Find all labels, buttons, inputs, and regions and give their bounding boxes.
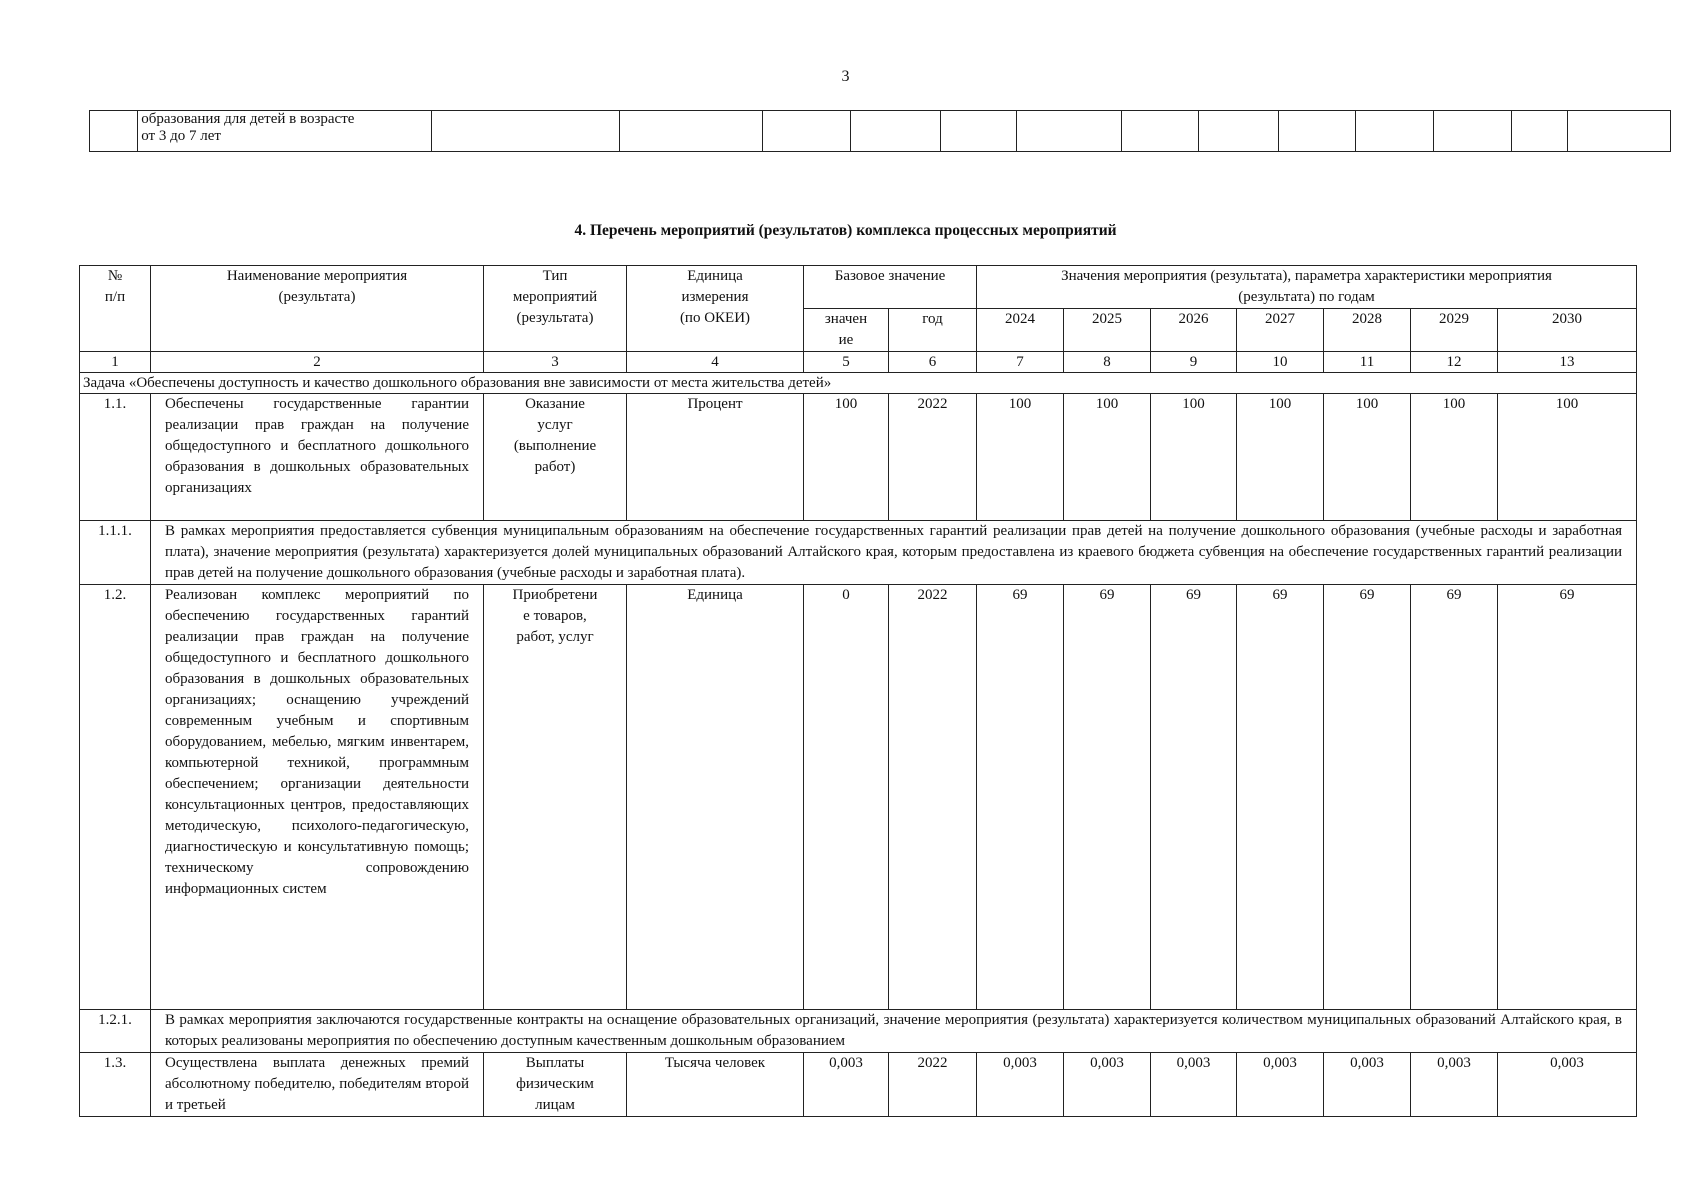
column-number: 9 — [1151, 352, 1237, 373]
column-number: 13 — [1498, 352, 1637, 373]
row-value-2027: 69 — [1237, 585, 1324, 1010]
column-number: 4 — [627, 352, 804, 373]
description-row — [80, 521, 1637, 585]
column-number: 8 — [1064, 352, 1151, 373]
row-num: 1.1.1. — [80, 521, 151, 585]
header-year-2028: 2028 — [1324, 309, 1411, 352]
row-name: Обеспечены государственные гарантии реализации прав граждан на получение общедоступного и бесплатного дошкольного образования в дошкольных образовательных организациях — [151, 394, 484, 521]
row-unit: Процент — [627, 394, 804, 521]
row-value-2028: 0,003 — [1324, 1053, 1411, 1117]
row-value-2029: 100 — [1411, 394, 1498, 521]
row-value-2027: 0,003 — [1237, 1053, 1324, 1117]
header-base: Базовое значение — [804, 266, 977, 309]
row-value-2024: 69 — [977, 585, 1064, 1010]
header-year-2027: 2027 — [1237, 309, 1324, 352]
row-value-2030: 0,003 — [1498, 1053, 1637, 1117]
row-base-year: 2022 — [889, 1053, 977, 1117]
column-number: 12 — [1411, 352, 1498, 373]
top-table-cell-num — [90, 111, 138, 152]
header-values-group: Значения мероприятия (результата), параметра характеристики мероприятия (результата) по годам — [977, 266, 1637, 309]
row-base-year: 2022 — [889, 394, 977, 521]
top-table-cell-name — [138, 111, 432, 152]
row-num: 1.3. — [80, 1053, 151, 1117]
row-value-2030: 100 — [1498, 394, 1637, 521]
row-value-2025: 69 — [1064, 585, 1151, 1010]
column-number: 7 — [977, 352, 1064, 373]
row-description: В рамках мероприятия предоставляется субвенция муниципальным образованиям на обеспечение государственных гарантий реализации прав детей на получение дошкольного образования (учебные расходы и заработная плата), значение мероприятия (результата) характеризуется долей муниципальных образований Алтайского края, которым предоставлена из краевого бюджета субвенция на обеспечение государственных гарантий реализации прав детей на получение дошкольного образования (учебные расходы и заработная плата). — [151, 521, 1637, 585]
column-number: 3 — [484, 352, 627, 373]
task-row — [80, 373, 1637, 394]
row-value-2027: 100 — [1237, 394, 1324, 521]
continuation-table — [89, 110, 1671, 152]
table-row — [80, 585, 1637, 1010]
row-name: Реализован комплекс мероприятий по обеспечению государственных гарантий реализации прав граждан на получение общедоступного и бесплатного дошкольного образования в дошкольных образовательных организациях; оснащению учреждений современным учебным и спортивным оборудованием, мебелью, мягким инвентарем, компьютерной техникой, программным обеспечением; организации деятельности консультационных центров, предоставляющих методическую, психолого-педагогическую, диагностическую и консультативную помощь; техническому сопровождению информационных систем — [151, 585, 484, 1010]
column-numbers-row — [80, 352, 1637, 373]
row-num: 1.2.1. — [80, 1010, 151, 1053]
header-row-1 — [80, 266, 1637, 309]
header-unit: Единица измерения (по ОКЕИ) — [627, 266, 804, 352]
activities-table — [79, 265, 1637, 1117]
row-value-2026: 0,003 — [1151, 1053, 1237, 1117]
header-year-2026: 2026 — [1151, 309, 1237, 352]
header-year-2025: 2025 — [1064, 309, 1151, 352]
description-row — [80, 1010, 1637, 1053]
column-number: 5 — [804, 352, 889, 373]
row-num: 1.2. — [80, 585, 151, 1010]
header-year-2029: 2029 — [1411, 309, 1498, 352]
header-type: Тип мероприятий (результата) — [484, 266, 627, 352]
row-value-2026: 69 — [1151, 585, 1237, 1010]
row-base-value: 0,003 — [804, 1053, 889, 1117]
row-value-2028: 100 — [1324, 394, 1411, 521]
header-year-2030: 2030 — [1498, 309, 1637, 352]
row-unit: Тысяча человек — [627, 1053, 804, 1117]
column-number: 2 — [151, 352, 484, 373]
header-num: № п/п — [80, 266, 151, 352]
column-number: 10 — [1237, 352, 1324, 373]
column-number: 11 — [1324, 352, 1411, 373]
row-value-2029: 0,003 — [1411, 1053, 1498, 1117]
top-table-line: от 3 до 7 лет — [141, 128, 221, 144]
row-name: Осуществлена выплата денежных премий абсолютному победителю, победителям второй и третьей — [151, 1053, 484, 1117]
column-number: 1 — [80, 352, 151, 373]
row-value-2030: 69 — [1498, 585, 1637, 1010]
header-year-2024: 2024 — [977, 309, 1064, 352]
task-text: Задача «Обеспечены доступность и качество дошкольного образования вне зависимости от места жительства детей» — [80, 373, 1637, 394]
page-number: 3 — [841, 68, 850, 85]
row-value-2025: 100 — [1064, 394, 1151, 521]
header-base-year: год — [889, 309, 977, 352]
row-description: В рамках мероприятия заключаются государственные контракты на оснащение образовательных организаций, значение мероприятия (результата) характеризуется количеством муниципальных образований Алтайского края, в которых реализованы мероприятия по обеспечению доступным качественным дошкольным образованием — [151, 1010, 1637, 1053]
header-base-value: значен ие — [804, 309, 889, 352]
row-value-2029: 69 — [1411, 585, 1498, 1010]
row-base-year: 2022 — [889, 585, 977, 1010]
header-name: Наименование мероприятия (результата) — [151, 266, 484, 352]
row-value-2028: 69 — [1324, 585, 1411, 1010]
table-row — [80, 1053, 1637, 1117]
column-number: 6 — [889, 352, 977, 373]
top-table-line: образования для детей в возрасте — [141, 111, 355, 127]
row-type: Выплаты физическим лицам — [484, 1053, 627, 1117]
row-type: Приобретени е товаров, работ, услуг — [484, 585, 627, 1010]
section-title: 4. Перечень мероприятий (результатов) комплекса процессных мероприятий — [574, 222, 1117, 239]
row-base-value: 100 — [804, 394, 889, 521]
row-num: 1.1. — [80, 394, 151, 521]
row-unit: Единица — [627, 585, 804, 1010]
row-value-2025: 0,003 — [1064, 1053, 1151, 1117]
table-row — [80, 394, 1637, 521]
row-value-2024: 0,003 — [977, 1053, 1064, 1117]
row-base-value: 0 — [804, 585, 889, 1010]
row-type: Оказание услуг (выполнение работ) — [484, 394, 627, 521]
row-value-2024: 100 — [977, 394, 1064, 521]
row-value-2026: 100 — [1151, 394, 1237, 521]
